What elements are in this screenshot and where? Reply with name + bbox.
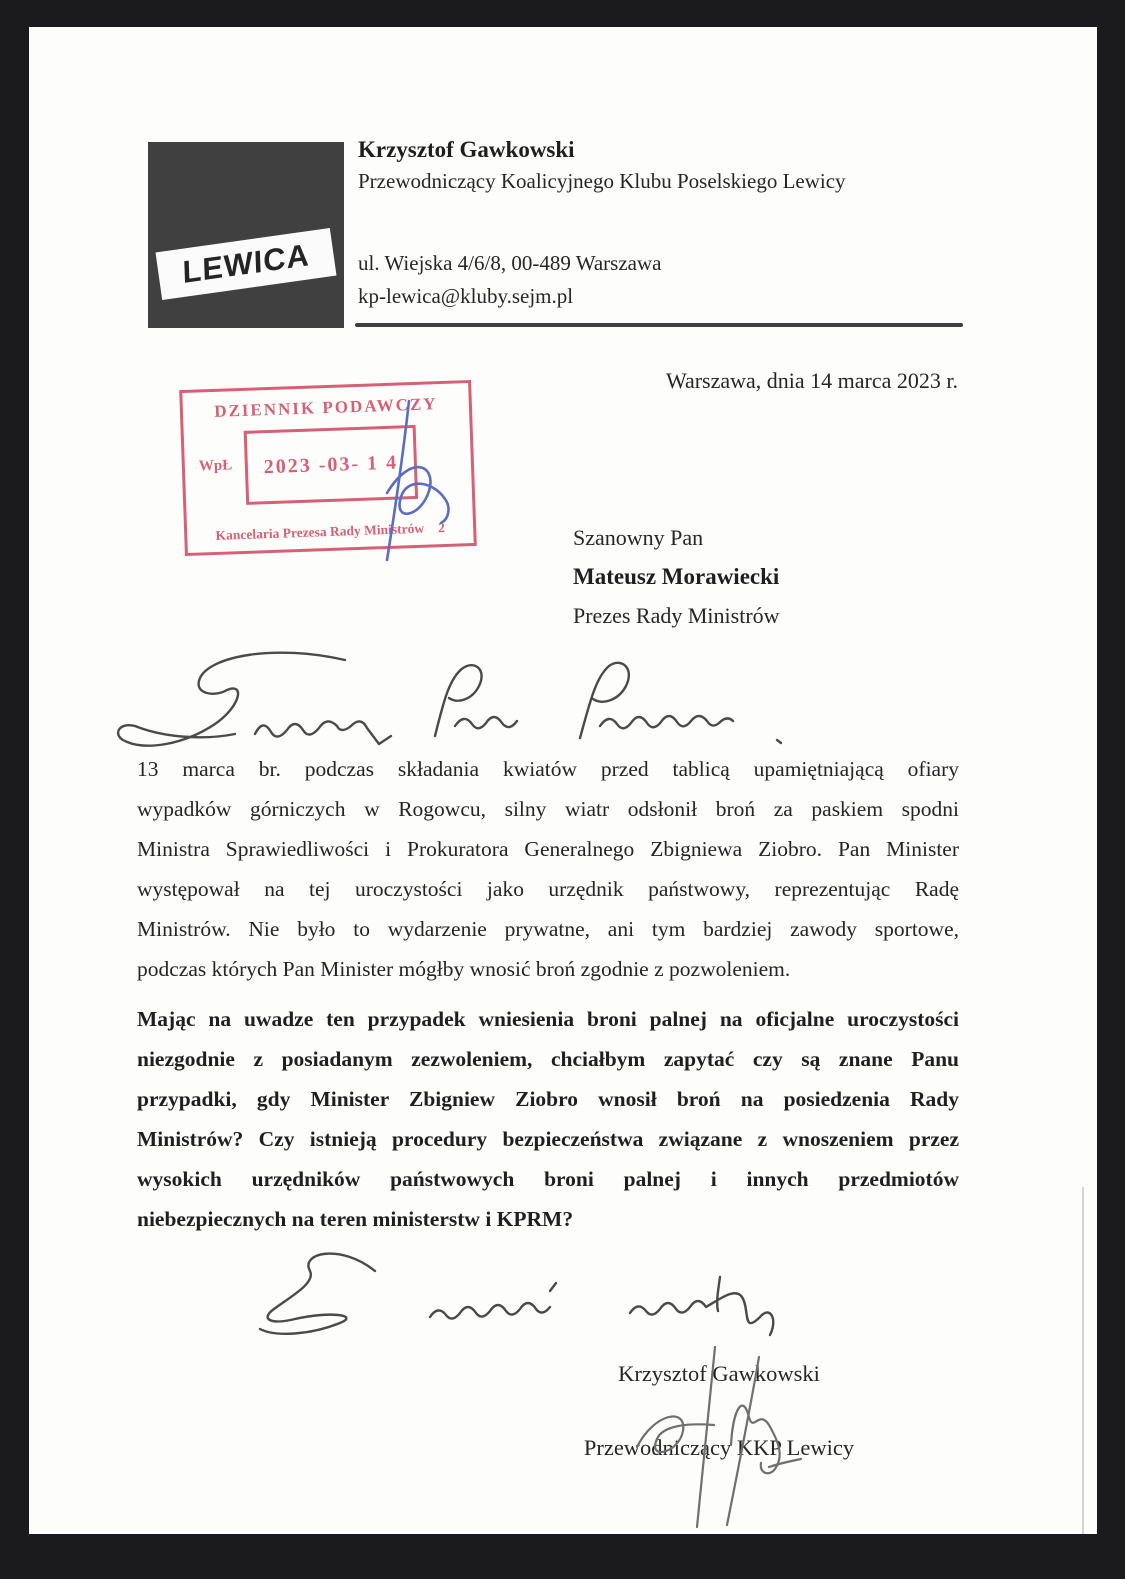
- paragraph-line: przypadki, gdy Minister Zbigniew Ziobro wnosił broń na posiedzenia Rady: [137, 1087, 959, 1111]
- addressee-name: Mateusz Morawiecki: [573, 564, 780, 589]
- handwritten-signature: [619, 1345, 809, 1530]
- addressee-salutation: Szanowny Pan: [573, 525, 704, 550]
- body-paragraph-1: [137, 749, 959, 989]
- paragraph-line: 13 marca br. podczas składania kwiatów przed tablicą upamiętniającą ofiary: [137, 757, 959, 781]
- stamp-office: Kancelaria Prezesa Rady Ministrów: [215, 520, 425, 543]
- body-paragraph-2: [137, 999, 959, 1239]
- paragraph-line: Ministrów. Nie było to wydarzenie prywatne, ani tym bardziej zawody sportowe,: [137, 917, 959, 941]
- paragraph-line: występował na tej uroczystości jako urzędnik państwowy, reprezentując Radę: [137, 877, 959, 901]
- header-divider: [355, 323, 963, 327]
- paragraph-line: niezgodnie z posiadanym zezwoleniem, chciałbym zapytać czy są znane Panu: [137, 1047, 959, 1071]
- stamp-paraph-handwriting: [345, 395, 465, 565]
- stamp-wpl-label: WpŁ: [198, 457, 233, 475]
- stamp-copy-number: 2: [437, 519, 446, 536]
- sender-email: kp-lewica@kluby.sejm.pl: [358, 284, 574, 308]
- letter-date: Warszawa, dnia 14 marca 2023 r.: [665, 368, 958, 393]
- handwritten-salutation: [105, 648, 805, 753]
- handwritten-closing: [250, 1239, 795, 1349]
- paragraph-line: Ministrów? Czy istnieją procedury bezpieczeństwa związane z wnoszeniem przez: [137, 1127, 959, 1151]
- letter-page: [29, 27, 1097, 1534]
- scan-artifact-line: [1082, 1187, 1084, 1534]
- lewica-logo-text: LEWICA: [181, 236, 311, 291]
- paragraph-line: Mając na uwadze ten przypadek wniesienia broni palnej na oficjalne uroczystości: [137, 1007, 959, 1031]
- addressee-title: Prezes Rady Ministrów: [573, 603, 780, 628]
- signature-name: Krzysztof Gawkowski: [618, 1361, 820, 1386]
- sender-address: ul. Wiejska 4/6/8, 00-489 Warszawa: [358, 251, 662, 275]
- signature-title: Przewodniczący KKP Lewicy: [583, 1435, 855, 1460]
- paragraph-line: Ministra Sprawiedliwości i Prokuratora Generalnego Zbigniewa Ziobro. Pan Minister: [137, 837, 959, 861]
- lewica-logo-band: [156, 228, 337, 300]
- stamp-date: 2023 -03- 1 4: [263, 451, 399, 478]
- paragraph-line: wysokich urzędników państwowych broni palnej i innych przedmiotów: [137, 1167, 959, 1191]
- sender-name: Krzysztof Gawkowski: [358, 137, 575, 162]
- paragraph-line: podczas których Pan Minister mógłby wnosić broń zgodnie z pozwoleniem.: [137, 957, 791, 981]
- sender-title: Przewodniczący Koalicyjnego Klubu Poselskiego Lewicy: [358, 169, 846, 193]
- lewica-logo: [148, 142, 344, 328]
- stamp-title: DZIENNIK PODAWCZY: [213, 394, 438, 421]
- paragraph-line: wypadków górniczych w Rogowcu, silny wiatr odsłonił broń za paskiem spodni: [137, 797, 959, 821]
- paragraph-line: niebezpiecznych na teren ministerstw i KPRM?: [137, 1207, 574, 1231]
